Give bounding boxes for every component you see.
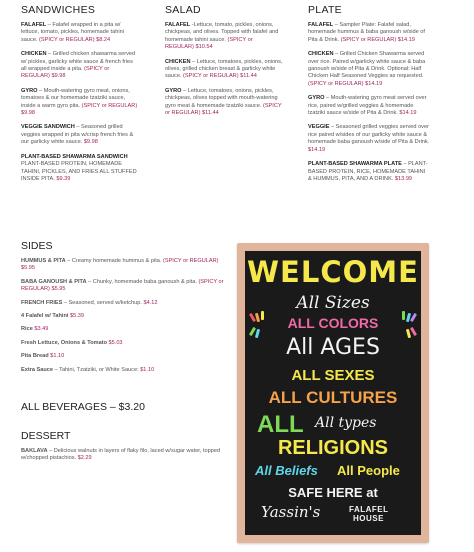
item-price: $13.99 (393, 175, 413, 182)
item-name: FALAFEL (165, 22, 191, 28)
menu-item (165, 88, 283, 118)
item-description: – Lettuce, tomatoes, pickles, onions, olives, grilled chicken breast & garlicky white sauce. (165, 58, 283, 80)
item-name: PLANT-BASED SHAWARMA SANDWICH (21, 153, 128, 160)
item-name: BABA GANOUSH & PITA (21, 278, 87, 285)
beverages-title: ALL BEVERAGES – $3.20 (21, 401, 145, 413)
sandwich-list (21, 22, 139, 183)
menu-item (21, 258, 231, 273)
item-description: – Seasoned grilled veggies wrapped in pita w/crisp french fries & our garlicky white sauce. (21, 124, 134, 146)
spicy-option: (SPICY or REGULAR) (308, 80, 364, 87)
board-all-colors: ALL COLORS (287, 315, 379, 331)
item-price: $5.03 (106, 339, 123, 346)
item-description: – Falafel wrapped in a pita w/ lettuce, tomato, pickles, homemade tahini sauce. (21, 22, 124, 43)
salad-list (165, 22, 283, 117)
menu-item (21, 154, 139, 184)
item-price: $11.44 (238, 73, 257, 80)
beverages-section (21, 401, 145, 413)
item-price: $9.98 (21, 110, 35, 117)
item-price: $5.39 (68, 313, 85, 320)
menu-item (21, 313, 231, 320)
spicy-option: (SPICY or REGULAR) (162, 258, 219, 264)
item-name: Fresh Lettuce, Onions & Tomato (21, 339, 107, 346)
item-price: $5.95 (21, 265, 35, 272)
spicy-option: (SPICY or REGULAR) (39, 36, 95, 43)
menu-item (308, 22, 430, 44)
spicy-option: (SPICY or REGULAR) (340, 36, 397, 43)
menu-item (21, 279, 231, 294)
item-description: – Chunky, homemade baba ganoush & pita. (86, 278, 197, 285)
item-description: – Grilled Chicken Shawarma served over rice. Paired w/garlicky white sauce & baba ganoush w/side of Pita & Drink. (308, 51, 426, 73)
item-price: $5.95 (49, 286, 66, 293)
menu-item (308, 51, 430, 88)
item-description: – PLANT-BASED PROTEIN, RICE, HOMEMADE TAHINI & HUMMUS, PITA, AND A DRINK. (308, 161, 428, 182)
menu-item (21, 353, 231, 360)
item-description: – Delicious walnuts in layers of flaky filo, laced w/sugar water, topped w/chopped pistachios. (21, 448, 221, 462)
menu-item (21, 22, 139, 44)
spicy-option: (SPICY or REGULAR) (21, 66, 110, 80)
item-name: 4 Falafel w/ Tahini (21, 313, 69, 320)
menu-item (21, 326, 231, 333)
item-description: – Seasoned grilled veggies served over rice paired w/sides of our garlicky white sauce & homemade baba ganoush w/side of Pita & Drink. (308, 124, 430, 146)
item-name: Rice (21, 326, 33, 333)
sides-title: SIDES (21, 240, 53, 252)
menu-item (21, 448, 221, 463)
item-name: HUMMUS & PITA (21, 258, 66, 264)
board-all-cultures: ALL CULTURES (268, 388, 398, 407)
item-description: – Seasoned, served w/ketchup. (62, 299, 142, 306)
item-name: FALAFEL (308, 22, 334, 28)
plate-section (308, 4, 430, 190)
item-description: – Lettuce, tomatoes, onions, pickles, chickpeas, olives topped with mouth-watering gyro meat & homemade tzatziki sauce. (165, 87, 278, 109)
item-description: – Tahini, Tzatziki, or White Sauce: (53, 366, 139, 373)
sides-list (21, 258, 231, 374)
item-name: Pita Bread (21, 353, 49, 360)
board-religions: RELIGIONS (277, 437, 388, 459)
spicy-option: (SPICY or REGULAR) (165, 36, 253, 51)
menu-item (165, 59, 283, 81)
item-price: $9.98 (49, 73, 66, 80)
dessert-title: DESSERT (21, 430, 71, 442)
board-welcome: WELCOME (247, 255, 419, 289)
sandwiches-title: SANDWICHES (21, 4, 96, 16)
item-name: BAKLAVA (21, 448, 48, 454)
board-safe-here: SAFE HERE at (288, 485, 378, 500)
item-price: $1.10 (48, 353, 65, 360)
item-name: FRENCH FRIES (21, 299, 63, 306)
menu-item (21, 367, 231, 374)
item-name: FALAFEL (21, 22, 47, 28)
board-all-types: All types (315, 415, 377, 431)
item-price: $9.98 (82, 139, 98, 146)
item-name: CHICKEN (308, 51, 334, 58)
chalkboard-surface (245, 251, 421, 535)
item-price: $2.29 (76, 455, 92, 462)
spicy-option: (SPICY or REGULAR) (21, 278, 224, 293)
board-yassins: Yassin's (261, 503, 321, 521)
item-name: GYRO (308, 95, 325, 102)
item-price: $1.10 (138, 366, 155, 373)
board-all-ages: All AGES (286, 335, 380, 360)
board-all-people: All People (337, 463, 400, 478)
item-description: – Sampler Plate: Falafel salad, homemade hummus & baba ganoush w/side of Pita & Drink. (308, 22, 425, 43)
item-price: $8.24 (94, 36, 111, 43)
menu-item (21, 88, 139, 118)
item-name: PLANT-BASED SHAWARMA PLATE (308, 161, 402, 168)
dessert-section (21, 430, 221, 469)
item-name: VEGGIE (308, 124, 330, 131)
menu-item (308, 95, 430, 117)
item-description: – Grilled chicken shawarma served w/ pickles, garlicky white sauce & french fries all wrapped inside a pita. (21, 51, 136, 73)
item-name: CHICKEN (165, 58, 191, 65)
spicy-option: (SPICY or REGULAR) (165, 102, 282, 117)
board-all-sexes: ALL SEXES (291, 367, 375, 384)
menu-item (21, 340, 231, 347)
item-name: CHICKEN (21, 51, 47, 58)
menu-item (165, 22, 283, 52)
item-name: Extra Sauce (21, 366, 54, 373)
item-price: $4.12 (141, 299, 158, 306)
item-description: – Mouth-watering gyro meat served over rice, paired w/grilled veggies & homemade tzatziki sauce w/side of Pita & Drink. (308, 95, 427, 117)
item-name: VEGGIE SANDWICH (21, 124, 75, 131)
board-all: ALL (257, 411, 304, 438)
menu-item (21, 124, 139, 146)
item-name: GYRO (165, 87, 182, 94)
spicy-option: (SPICY or REGULAR) (81, 102, 138, 109)
item-description: -Lettuce, tomato, pickles, onions, chickpeas, and olives. Topped with falafel and homemade tahini sauce. (165, 22, 279, 43)
item-price: $14.19 (396, 36, 415, 43)
menu-item (21, 51, 139, 81)
item-description: – Creamy homemade hummus & pita. (65, 258, 162, 264)
item-price: $3.49 (32, 326, 49, 333)
item-description: – Mouth-watering gyro meat, onions, tomatoes & our homemade tzatziki sauce, inside a warm gyro pita. (21, 87, 130, 109)
item-price: $14.19 (397, 110, 417, 117)
sides-section (21, 240, 231, 380)
item-price: $9.39 (54, 175, 71, 182)
item-price: $14.19 (363, 80, 383, 87)
item-extra: Optional: Half Chicken Half Seasoned Veggies as requested. (308, 66, 424, 80)
item-price: $11.44 (200, 110, 219, 117)
plate-list (308, 22, 430, 183)
dessert-list (21, 448, 221, 463)
board-all-beliefs: All Beliefs (255, 463, 318, 478)
menu-item (308, 124, 430, 154)
item-price: $10.54 (193, 44, 213, 51)
menu-item (21, 300, 231, 307)
plate-title: PLATE (308, 4, 342, 16)
salad-section (165, 4, 283, 124)
spicy-option: (SPICY or REGULAR) (183, 73, 239, 80)
board-all-sizes: All Sizes (296, 293, 370, 313)
welcome-chalkboard (237, 243, 429, 543)
item-name: GYRO (21, 87, 38, 94)
item-price: $14.19 (308, 146, 326, 153)
salad-title: SALAD (165, 4, 201, 16)
board-falafel: FALAFEL (349, 505, 389, 514)
board-house: HOUSE (353, 514, 384, 523)
item-description: PLANT-BASED PROTEIN, HOMEMADE TAHINI, PICKLES, AND FRIES ALL STUFFED INSIDE PITA. (21, 161, 137, 182)
menu-item (308, 161, 430, 183)
sandwiches-section (21, 4, 139, 190)
